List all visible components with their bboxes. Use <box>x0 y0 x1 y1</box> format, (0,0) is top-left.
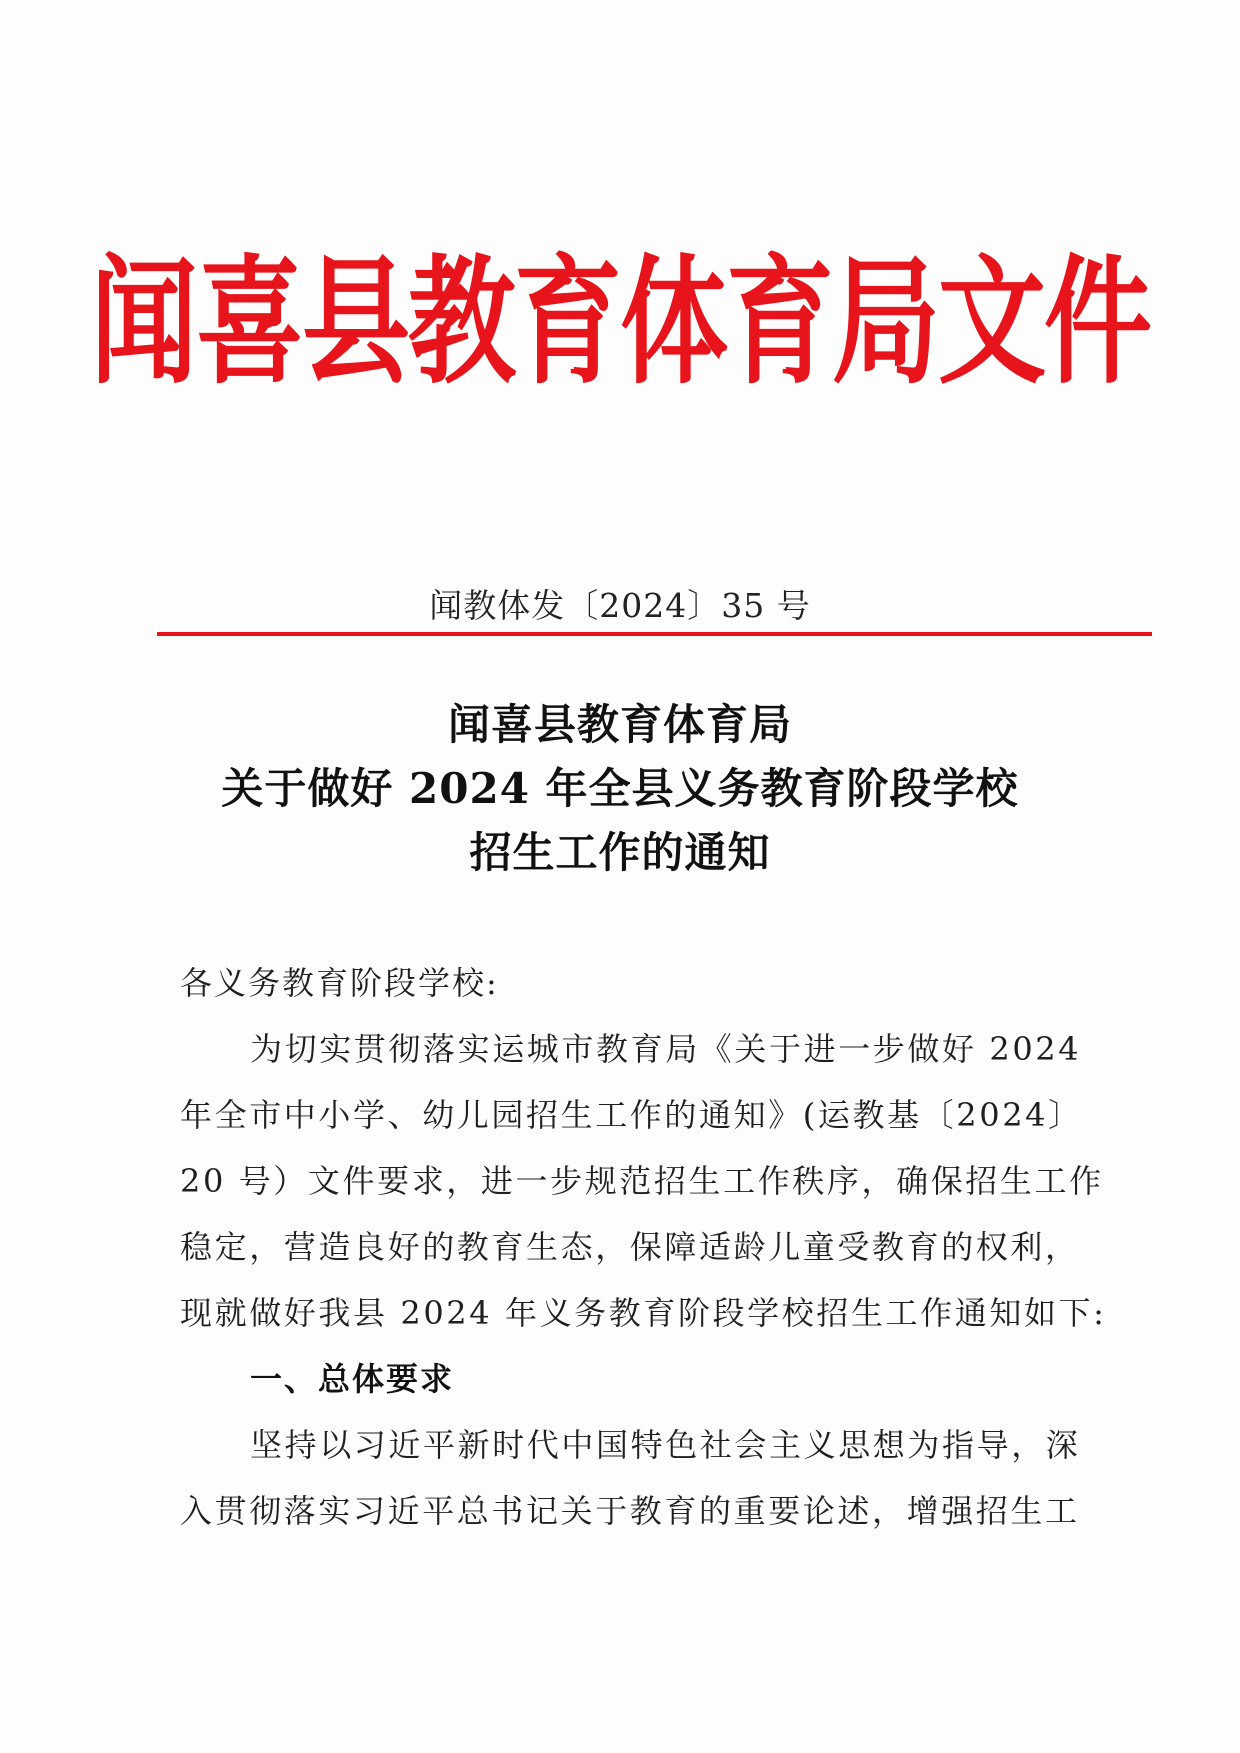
title-line-3: 招生工作的通知 <box>469 828 771 877</box>
title-line-1: 闻喜县教育体育局 <box>447 700 792 749</box>
section-heading: 一、总体要求 <box>250 1360 455 1398</box>
paragraph1-line-5: 现就做好我县 2024 年义务教育阶段学校招生工作通知如下: <box>180 1294 1107 1332</box>
paragraph1-line-1: 为切实贯彻落实运城市教育局《关于进一步做好 2024 <box>250 1030 1082 1068</box>
paragraph1-line-2: 年全市中小学、幼儿园招生工作的通知》(运教基〔2024〕 <box>180 1096 1083 1134</box>
salutation: 各义务教育阶段学校: <box>180 964 499 1002</box>
red-header <box>0 225 1240 403</box>
red-divider <box>157 632 1152 636</box>
paragraph1-line-3: 20 号）文件要求，进一步规范招生工作秩序，确保招生工作 <box>180 1162 1104 1200</box>
paragraph2-line-1: 坚持以习近平新时代中国特色社会主义思想为指导，深 <box>250 1426 1081 1464</box>
document-number: 闻教体发〔2024〕35 号 <box>429 586 811 625</box>
paragraph2-line-2: 入贯彻落实习近平总书记关于教育的重要论述，增强招生工 <box>180 1492 1080 1530</box>
document-title <box>0 693 1240 885</box>
document-body <box>180 950 1120 1544</box>
issuer-banner: 闻喜县教育体育局文件 <box>89 242 1150 403</box>
paragraph1-line-4: 稳定，营造良好的教育生态，保障适龄儿童受教育的权利， <box>180 1228 1080 1266</box>
title-line-2: 关于做好 2024 年全县义务教育阶段学校 <box>221 764 1019 813</box>
